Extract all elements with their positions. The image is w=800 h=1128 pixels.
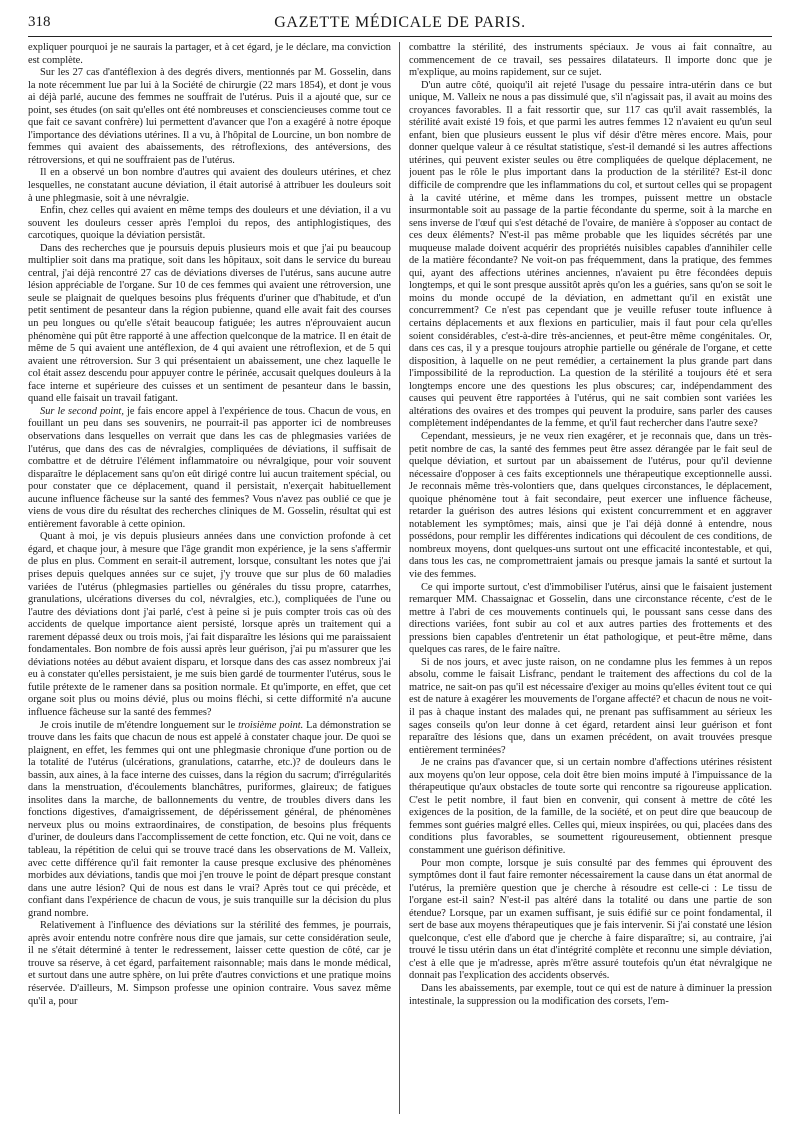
paragraph: Je ne crains pas d'avancer que, si un certain nombre d'affections utérines résistent aux moyens qu'on leur oppose, cela doit être bien moins imputé à l'impuissance de la thérapeutique qu'aux obstacles de toute sorte qui rencontre sa rigoureuse application. C'est le petit nombre, il faut bien en convenir, qui consent à mettre de côté les exigences de la position, de la famille, de la société, et on peut dire que beaucoup de femmes sont guéries malgré elles. Celles qui, mieux inspirées, ou qui, placées dans des conditions plus favorables, se soumettent rigoureusement, obtiennent presque constamment une guérison définitive. [409, 757, 772, 856]
paragraph: Relativement à l'influence des déviations sur la stérilité des femmes, je pourrais, après avoir entendu notre confrère nous dire que jamais, sur cette considération seule, il ne s'était déterminé à tenter le redressement, laisser cette question de côté, car je trouve sa réserve, à cet égard, parfaitement raisonnable; mais dans le monde médical, et surtout dans une autre sphère, on lui prête d'autres convictions et une pratique moins réservée. D'ailleurs, M. Simpson professe une opinion contraire. Vous savez même qu'il a, pour [28, 920, 391, 1007]
page-number: 318 [28, 14, 51, 30]
running-title: GAZETTE MÉDICALE DE PARIS. [274, 14, 526, 31]
paragraph: Sur les 27 cas d'antéflexion à des degrés divers, mentionnés par M. Gosselin, dans la note récemment lue par lui à la Société de chirurgie (22 mars 1854), et dont je vous ai déjà parlé, aucune des femmes ne souffrait de l'utérus. Puis il a ajouté que, sur ce point, ses études (on sait qu'elles ont été nombreuses et consciencieuses comme tout ce que fait ce savant confrère) lui permettent d'avancer que l'on a exagéré à notre époque l'importance des déviations utérines. Il a vu, à l'hôpital de Lourcine, un bon nombre de femmes qui avaient des abaissements, des rétroflexions, des antéversions, des rétroversions, et qui ne souffraient pas de l'utérus. [28, 67, 391, 166]
section-lead: troisième point. [238, 719, 304, 731]
paragraph-text: Je crois inutile de m'étendre longuement sur le [40, 719, 239, 731]
section-lead: Sur le second point, [40, 405, 124, 417]
right-column [409, 42, 772, 1114]
page-header [28, 12, 772, 34]
paragraph: Il en a observé un bon nombre d'autres qui avaient des douleurs utérines, et chez lesquelles, ne constatant aucune déviation, il était autorisé à attribuer les douleurs soit à une phlegmasie, soit à une névralgie. [28, 167, 391, 204]
paragraph: Pour mon compte, lorsque je suis consulté par des femmes qui éprouvent des symptômes dont il faut faire remonter nécessairement la cause dans un état anormal de l'utérus, la première question que je cherche à résoudre est celle-ci : Le tissu de l'organe est-il sain? N'est-il pas altéré dans la totalité ou dans une partie de son étendue? Lorsque, par un examen suffisant, je suis édifié sur ce point fondamental, il sert de base aux moyens thérapeutiques que je fais intervenir. Si j'ai constaté une lésion quelconque, c'est elle d'abord que je cherche à faire disparaître; si, au contraire, j'ai trouvé le tissu utérin dans un état d'intégrité complète et reconnu une simple déviation, c'est à elle que je m'adresse, après m'être assuré toutefois qu'un état névralgique ne donnait pas l'explication des accidents observés. [409, 857, 772, 982]
paragraph: Dans des recherches que je poursuis depuis plusieurs mois et que j'ai pu beaucoup multiplier soit dans ma pratique, soit dans les hôpitaux, soit dans le service du bureau central, j'ai déjà rencontré 27 cas de déviations diverses de l'utérus, sans aucune autre lésion appréciable de l'organe. Sur 10 de ces femmes qui avaient une rétroversion, une seule se plaignait de quelques besoins plus fréquents d'uriner que d'habitude, et d'un petit sentiment de pesanteur dans la région pubienne, quand elle avait fait des courses un peu longues ou qu'elle s'était beaucoup fatiguée; les autres n'éprouvaient aucun phénomène qui pût être rapporté à une affection quelconque de la matrice. Il en était de même de 5 qui avaient une antéflexion, de 4 qui avaient une rétroflexion, et de 5 qui avaient une rétroversion. Sur 3 qui présentaient un abaissement, une chez laquelle le col était assez descendu pour appuyer contre le périnée, accusait quelques douleurs à la face interne et supérieure des cuisses et un sentiment de pesanteur dans le bassin, quand elle faisait un travail fatigant. [28, 242, 391, 405]
paragraph-text: La démonstration se trouve dans les faits que chacun de nous est appelé à constater chaque jour. De quoi se plaignent, en effet, les femmes qui ont une phlegmasie chronique d'une portion ou de la totalité de l'utérus (ulcérations, granulations, catarrhe, etc.)? de douleurs dans le bassin, aux aines, à la face interne des cuisses, dans la région du sacrum; d'irrégularités dans la menstruation, d'écoulements blanchâtres, puriformes, glaireux; de fatigues insolites dans la marche, de ballonnements du ventre, de troubles divers dans les fonctions digestives, d'amaigrissement, de dépérissement général, de phénomènes nerveux plus ou moins extraordinaires, de constipation, de besoins plus fréquents d'uriner, de douleurs dans l'accomplissement de cette fonction, etc. Qui ne voit, dans ce tableau, la répétition de celui qui se trouve tracé dans les observations de M. Valleix, avec cette différence qu'il fait remonter la cause presque exclusive des phénomènes morbides aux déviations, tandis que moi j'en trouve le point de départ presque constant dans une autre lésion? Qui de nous est dans le vrai? Après tout ce qui précède, et confiant dans l'expérience de chacun de vous, je suis tranquille sur la décision du plus grand nombre. [28, 719, 391, 919]
paragraph-text: je fais encore appel à l'expérience de tous. Chacun de vous, en fouillant un peu dans ses souvenirs, ne pourrait-il pas apporter ici de nombreuses observations dans lesquelles on verrait que dans les cas de phlegmasies variées de l'utérus, que dans des cas de névralgies, compliquées de déviations, il suffisait de combattre et de détruire l'élément inflammatoire ou névralgique, pour voir souvent disparaître le déplacement sans qu'on eût dirigé contre lui aucun traitement spécial, ou pour constater que ce déplacement, quand il persistait, n'exerçait habituellement aucune influence fâcheuse sur la santé des femmes? Vous n'avez pas oublié ce que je viens de vous dire du résultat des recherches cliniques de M. Gosselin, résultat qui est entièrement favorable à cette opinion. [28, 405, 391, 530]
paragraph: Cependant, messieurs, je ne veux rien exagérer, et je reconnais que, dans un très-petit nombre de cas, la santé des femmes peut être assez dérangée par le fait seul de quelque déviation, et surtout par un abaissement de l'utérus, pour qu'il devienne nécessaire d'opposer à ces faits exceptionnels une thérapeutique exceptionnelle aussi. Je reconnais même très-volontiers que, dans quelques circonstances, le déplacement, quoique phénomène tout à fait secondaire, peut exercer une influence fâcheuse, retarder la guérison des autres lésions qui existent concurremment et en aggraver notablement les symptômes; mais, ainsi que je l'ai déjà donné à entendre, nous possédons, pour remplir les différentes indications qui découlent de ces conditions, de nombreux moyens, dont quelques-uns surtout ont une efficacité incontestable, et qui, dans tous les cas, ne compromettraient jamais ou presque jamais la santé et surtout la vie des femmes. [409, 430, 772, 580]
paragraph: expliquer pourquoi je ne saurais la partager, et à cet égard, je le déclare, ma conviction est complète. [28, 42, 391, 66]
article-body [28, 42, 772, 1114]
paragraph [28, 720, 391, 921]
paragraph: Si de nos jours, et avec juste raison, on ne condamne plus les femmes à un repos absolu, comme le faisait Lisfranc, pendant le traitement des affections du col de la matrice, ne sait-on pas qu'il est nécessaire d'exiger au moins qu'elles évitent tout ce qui est de nature à exagérer les mouvements de l'organe affecté? et chacun de nous ne voit-il pas à chaque instant des malades qui, ne prenant pas suffisamment au sérieux les sages conseils qu'on leur donne à cet égard, retardent ainsi leur guérison et font reparaître des lésions que, dans un examen précédent, on avait trouvées presque entièrement terminées? [409, 656, 772, 756]
paragraph: Ce qui importe surtout, c'est d'immobiliser l'utérus, ainsi que le faisaient justement remarquer MM. Chassaignac et Gosselin, dans une circonstance récente, c'est de le mettre à l'abri de ces mouvements continuels qui, le poussant sans cesse dans des directions variées, font subir au col et aux autres parties des frottements et des pressions bien capables d'entretenir un état pathologique, et peut-être même, dans quelques cas rares, de le faire naître. [409, 581, 772, 656]
paragraph: combattre la stérilité, des instruments spéciaux. Je vous ai fait connaître, au commencement de ce travail, ses pessaires dilatateurs. Il importe donc que je m'explique, au moins rapidement, sur ce sujet. [409, 42, 772, 79]
paragraph: D'un autre côté, quoiqu'il ait rejeté l'usage du pessaire intra-utérin dans ce but unique, M. Valleix ne nous a pas dissimulé que, s'il n'agissait pas, il avait au moins des croyances favorables. Il a fait ressortir que, sur 117 cas qu'il avait rassemblés, la stérilité avait existé 19 fois, et que parmi les autres femmes 12 n'avaient eu qu'un seul enfant, bien que plusieurs eussent le plus vif désir d'être mères encore. Mais, pour donner quelque valeur à ce résultat statistique, s'est-il demandé si les autres affections utérines, qui peuvent exister seules ou être compliquées de quelque déplacement, ne jouent pas le rôle le plus important dans la production de la stérilité? Est-il donc difficile de comprendre que les inflammations du col, et surtout celles qui se propagent à la cavité utérine, et même dans les trompes, puissent mettre un obstacle insurmontable soit au passage de la partie fécondante du sperme, soit à la marche en sens inverse de l'œuf qui s'est détaché de l'ovaire, de manière à s'opposer au contact de ces deux éléments? N'est-il pas même probable que les liquides sécrétés par une muqueuse malade doivent acquérir des propriétés nuisibles capables d'annihiler celle de la matière fécondante? Ne voit-on pas fréquemment, dans la pratique, des femmes qui, ayant des affections utérines anciennes, n'avaient pu être fécondées depuis longtemps, et qui le sont presque aussitôt après qu'on les a guéries, sans qu'on se soit le moins du monde occupé de la déviation, en admettant qu'il en existât une concurremment? Ce n'est pas cependant que je veuille refuser toute influence à certains déplacements et aux flexions en particulier, mais il faut pour cela qu'elles soient considérables, c'est-à-dire très-anciennes, et peut-être même congénitales. Or, dans ces cas, il y a presque toujours atrophie partielle ou générale de l'organe, et cette disposition, à laquelle on ne peut remédier, a certainement la plus grande part dans l'impossibilité de la reproduction. La question de la stérilité a toujours été et sera longtemps encore une des questions les plus obscures; car, indépendamment des causes qui peuvent être rapportées à l'utérus, qui ne sait combien sont variées les altérations des ovaires et des trompes qui peuvent la produire, sans parler des causes complètement indépendantes de la femme, et qu'il faut rechercher dans l'autre sexe? [409, 79, 772, 430]
paragraph: Quant à moi, je vis depuis plusieurs années dans une conviction profonde à cet égard, et chaque jour, à mesure que l'âge grandit mon expérience, je la sens s'affermir de plus en plus. Comment en serait-il autrement, lorsque, consultant les notes que j'ai prises depuis quelques années sur ce sujet, j'y trouve que sur plus de 60 maladies variées de l'utérus (phlegmasies partielles ou générales du tissu propre, catarrhes, granulations, ulcérations diverses du col, névralgies, etc.), compliquées de l'une ou l'autre des déviations dont j'ai parlé, c'est à peine si je puis compter trois cas où des accidents de quelque importance aient persisté, lorsque après un traitement qui a rarement dépassé deux ou trois mois, j'ai fait disparaître les lésions qui me paraissaient fondamentales. Bon nombre de fois aussi après leur guérison, j'ai pu m'assurer que les déviations notées au début avaient disparu, et lorsque dans des cas assez nombreux j'ai eu à constater qu'elles persistaient, je me suis bien gardé de tourmenter l'utérus, sous le futile prétexte de le ramener dans sa position normale. Et qu'importe, en effet, que cet organe soit plus ou moins dévié, plus ou moins fléchi, si cette difformité n'a aucune influence fâcheuse sur la santé des femmes? [28, 531, 391, 718]
paragraph [28, 406, 391, 531]
paragraph: Enfin, chez celles qui avaient en même temps des douleurs et une déviation, il a vu souvent les douleurs cesser après l'emploi du repos, des antiphlogistiques, des carcotiques, quoique la déviation persistât. [28, 205, 391, 242]
paragraph: Dans les abaissements, par exemple, tout ce qui est de nature à diminuer la pression intestinale, la suppression ou la modification des corsets, l'em- [409, 983, 772, 1007]
left-column [28, 42, 391, 1114]
header-rule [28, 36, 772, 37]
